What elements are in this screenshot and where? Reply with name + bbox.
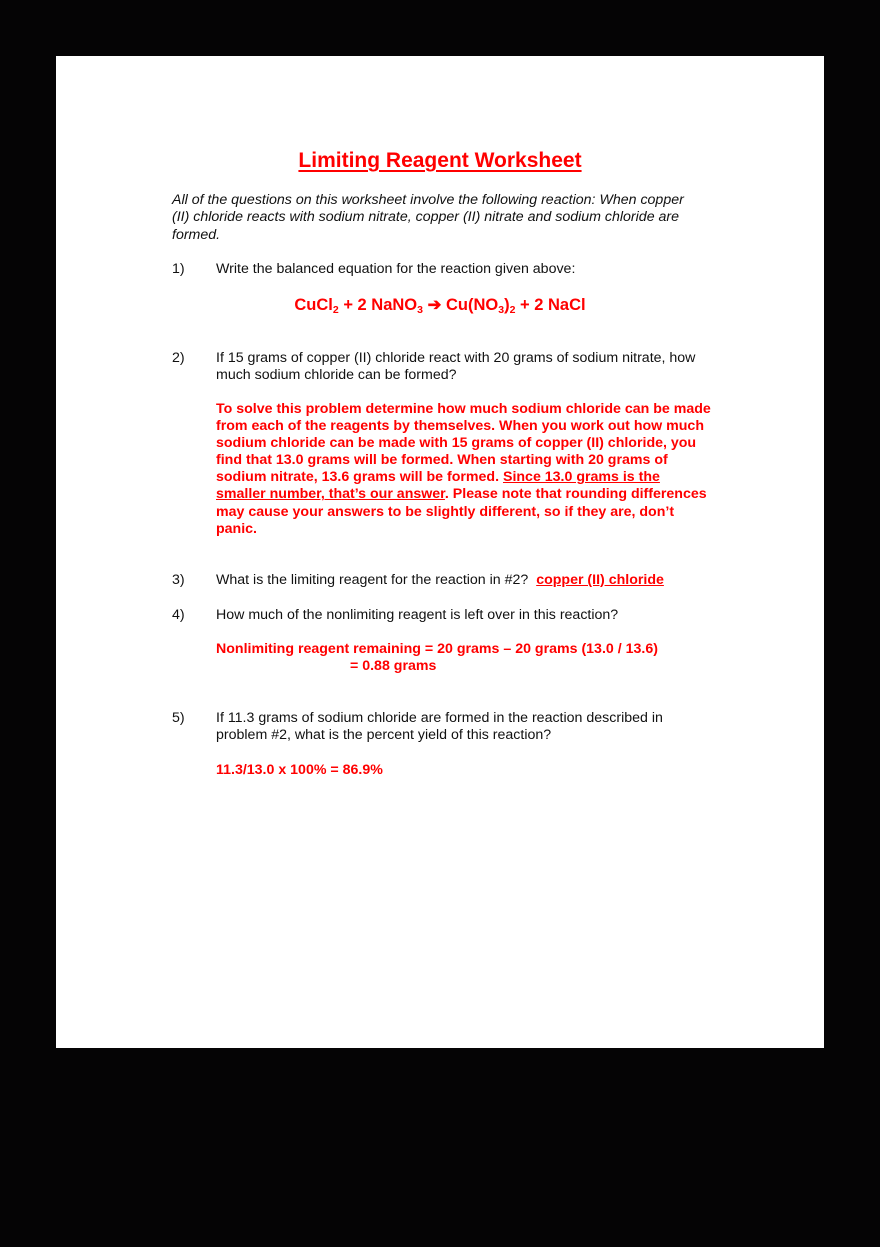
eq-part: ) [504, 296, 510, 314]
eq-subscript: 3 [498, 304, 505, 316]
question-4-number: 4) [172, 607, 185, 623]
eq-part: Cu(NO [446, 296, 499, 314]
eq-subscript: 2 [332, 304, 339, 316]
question-3-answer: copper (II) chloride [536, 572, 664, 588]
eq-subscript: 3 [417, 304, 423, 316]
question-2-answer [216, 401, 712, 538]
question-4-answer-line1: Nonlimiting reagent remaining = 20 grams – 20 grams (13.0 / 13.6) [216, 641, 658, 657]
question-1-text: Write the balanced equation for the reaction given above: [216, 261, 576, 277]
question-2-text: If 15 grams of copper (II) chloride react with 20 grams of sodium nitrate, how much sodium chloride can be formed? [216, 350, 696, 384]
eq-part: + 2 NaCl [515, 296, 586, 314]
question-3-row [216, 572, 736, 589]
eq-part: + 2 NaNO [338, 296, 418, 314]
worksheet-page [56, 56, 824, 1048]
question-3-number: 3) [172, 572, 185, 588]
question-4-text: How much of the nonlimiting reagent is left over in this reaction? [216, 607, 619, 623]
answer-text: To solve this problem determine how much sodium chloride can be made from each of the reagents by themselves. When you work out how much sodium chloride can be made with 15 grams of copper (II) chloride, you find that 13.0 grams will be formed. When starting with 20 grams of sodium nitrate, 13.6 grams will be formed. [216, 401, 711, 486]
question-1-number: 1) [172, 261, 185, 277]
question-5-answer: 11.3/13.0 x 100% = 86.9% [216, 762, 383, 778]
question-5-number: 5) [172, 710, 185, 726]
page-title: Limiting Reagent Worksheet [298, 149, 582, 172]
intro-paragraph: All of the questions on this worksheet involve the following reaction: When copper (II) chloride reacts with sodium nitrate, copper (II) nitrate and sodium chloride are formed. [172, 192, 684, 243]
answer-underlined-text: Since 13.0 grams is the smaller number, that’s our answer [216, 469, 660, 503]
reaction-arrow-icon: ➔ [423, 296, 446, 314]
balanced-equation [56, 295, 824, 316]
eq-subscript: 2 [509, 304, 516, 316]
question-5-text: If 11.3 grams of sodium chloride are formed in the reaction described in problem #2, what is the percent yield of this reaction? [216, 710, 663, 744]
answer-text: . Please note that rounding differences may cause your answers to be slightly different, so if they are, don’t panic. [216, 486, 707, 537]
question-3-text: What is the limiting reagent for the reaction in #2? [216, 572, 529, 588]
question-4-answer-line2: = 0.88 grams [350, 658, 437, 674]
question-2-number: 2) [172, 350, 185, 366]
eq-part: CuCl [294, 296, 333, 314]
